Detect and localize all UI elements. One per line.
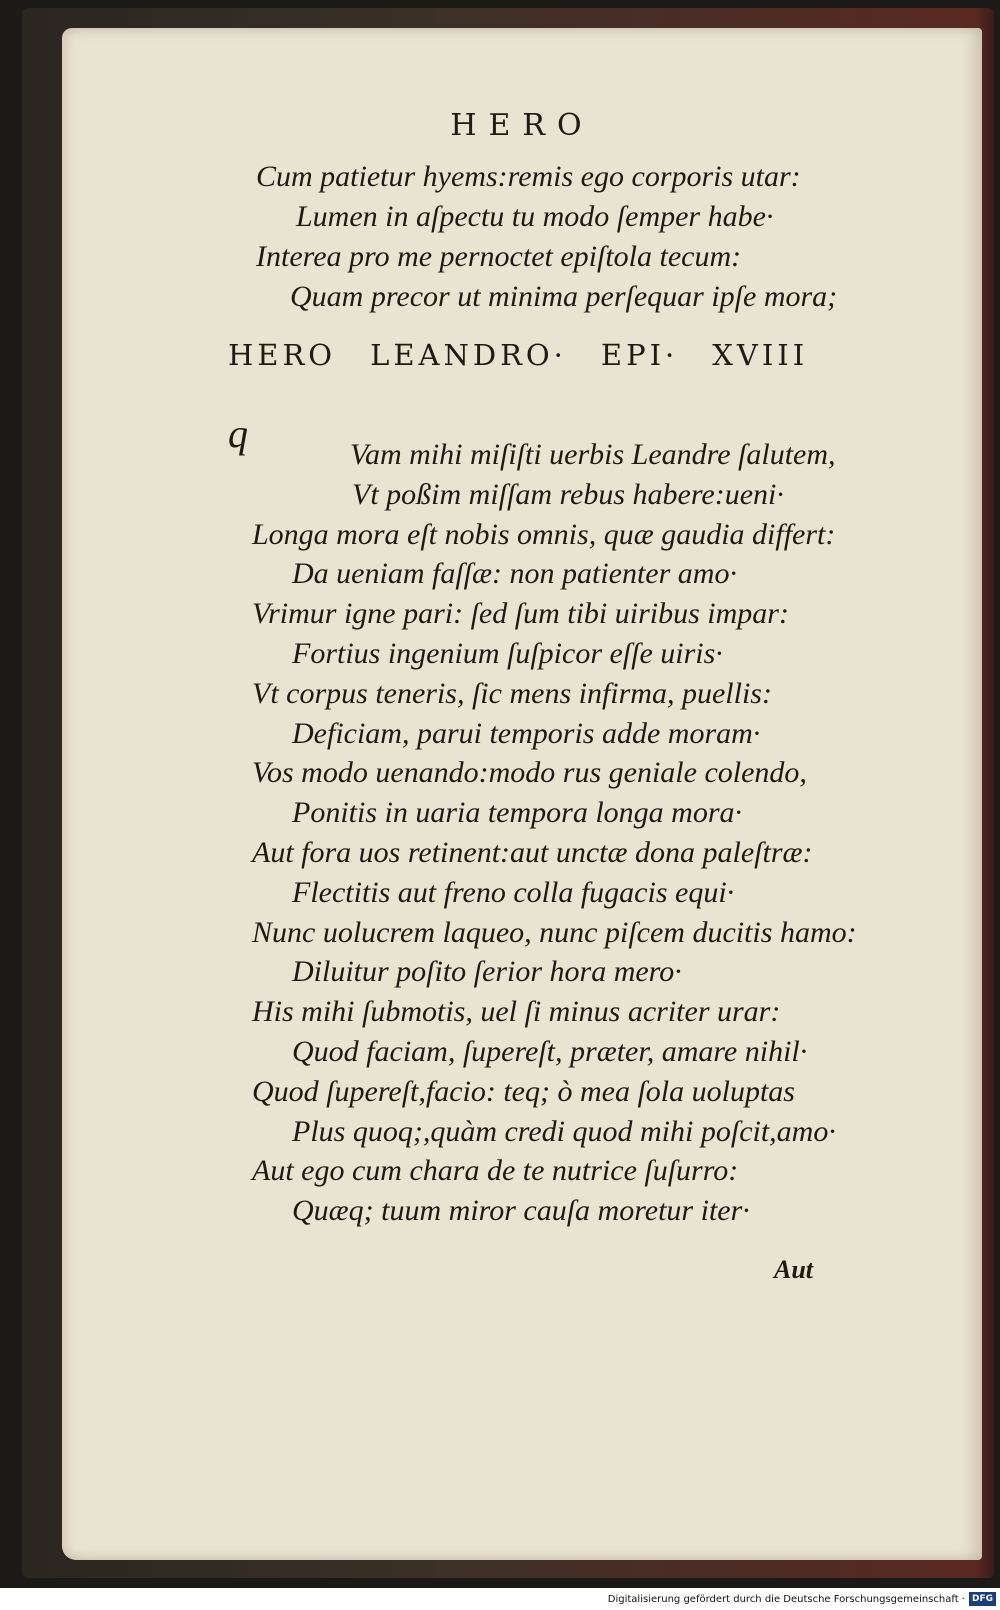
verse-line: Vt poßim miſſam rebus habere:ueni· (352, 478, 784, 511)
footer-text: Digitalisierung gefördert durch die Deutsche Forschungsgemeinschaft · (607, 1594, 965, 1605)
verse-line: Aut fora uos retinent:aut unctæ dona paleſtræ: (252, 836, 813, 869)
verse-line: Quæq; tuum miror cauſa moretur iter· (292, 1194, 750, 1227)
verse-line: Da ueniam faſſæ: non patienter amo· (292, 557, 737, 590)
dfg-logo: DFG (969, 1592, 996, 1606)
title-part: XVIII (712, 338, 809, 372)
verse-line: Vrimur igne pari: ſed ſum tibi uiribus impar: (252, 597, 789, 630)
verse-line: Quam precor ut minima perſequar ipſe mora; (290, 280, 838, 313)
verse-line: Lumen in aſpectu tu modo ſemper habe· (296, 200, 774, 233)
title-part: EPI· (600, 338, 679, 372)
verse-line: Flectitis aut freno colla fugacis equi· (292, 876, 735, 909)
title-part: LEANDRO· (370, 338, 567, 372)
verse-line: Vam mihi miſiſti uerbis Leandre ſalutem, (350, 438, 836, 471)
verse-line: Nunc uolucrem laqueo, nunc piſcem ducitis hamo: (252, 916, 857, 949)
verse-line: Diluitur poſito ſerior hora mero· (292, 955, 682, 988)
running-head: HERO (450, 108, 594, 143)
verse-line: Longa mora eſt nobis omnis, quæ gaudia differt: (252, 518, 836, 551)
title-part: HERO (228, 338, 337, 372)
verse-line: Deficiam, parui temporis adde moram· (292, 717, 761, 750)
verse-line: Cum patietur hyems:remis ego corporis utar: (256, 160, 801, 193)
verse-line: His mihi ſubmotis, uel ſi minus acriter urar: (252, 995, 781, 1028)
digitization-footer (0, 1592, 1000, 1610)
verse-line: Fortius ingenium ſuſpicor eſſe uiris· (292, 637, 723, 670)
verse-line: Aut ego cum chara de te nutrice ſuſurro: (252, 1154, 739, 1187)
verse-line: Plus quoq;,quàm credi quod mihi poſcit,amo· (292, 1115, 836, 1148)
catchword: Aut (774, 1255, 814, 1284)
verse-line: Ponitis in uaria tempora longa mora· (292, 796, 743, 829)
verse-line: Vos modo uenando:modo rus geniale colendo, (252, 756, 807, 789)
verse-line: Quod ſupereſt,facio: teq; ò mea ſola uoluptas (252, 1075, 795, 1108)
verse-line: Interea pro me pernoctet epiſtola tecum: (256, 240, 742, 273)
epistle-title (228, 338, 808, 372)
verse-line: Vt corpus teneris, ſic mens infirma, puellis: (252, 677, 772, 710)
verse-line: Quod faciam, ſupereſt, præter, amare nihil· (292, 1035, 808, 1068)
initial-letter: q (228, 411, 248, 456)
